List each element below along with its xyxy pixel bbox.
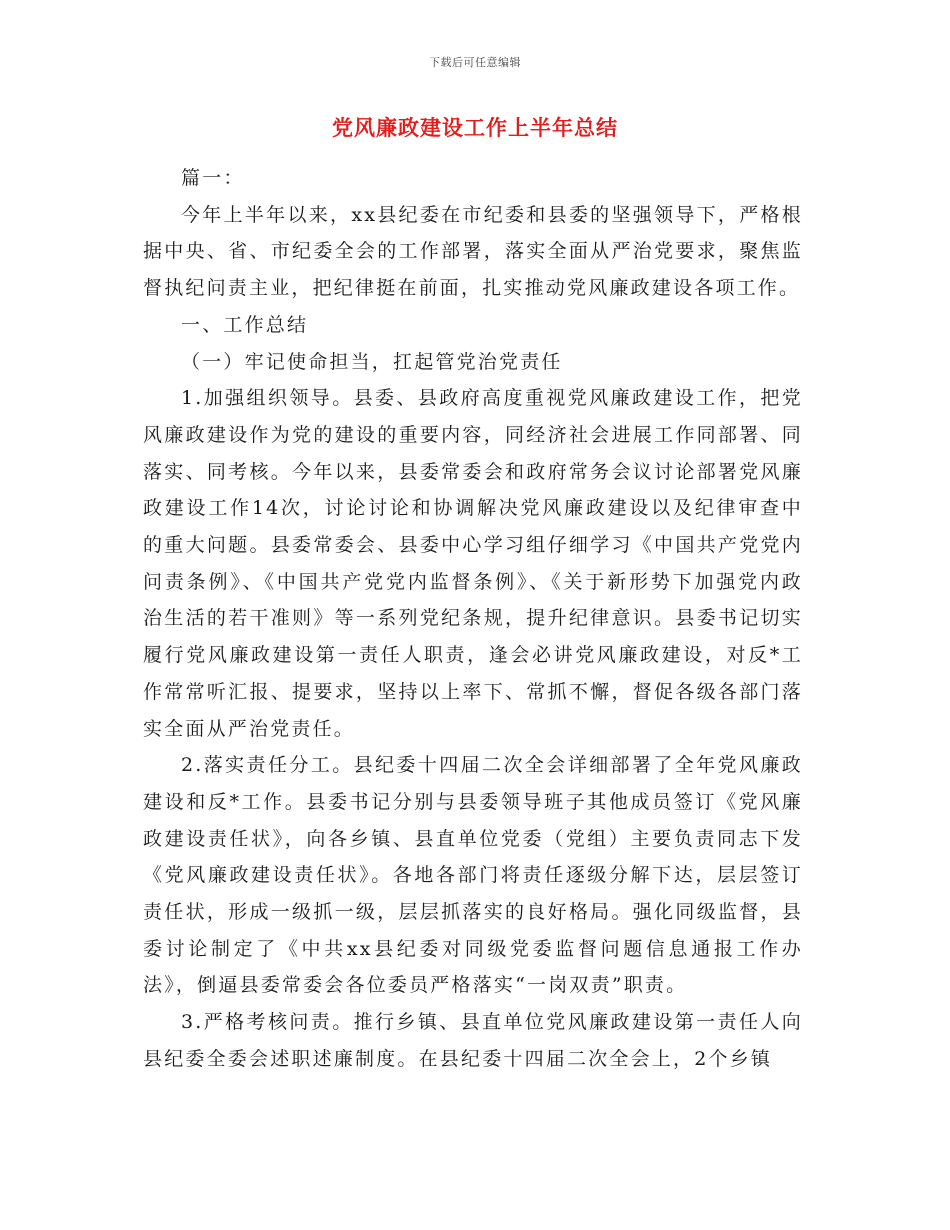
subsection-heading: （一）牢记使命担当，扛起管党治党责任 bbox=[181, 350, 563, 373]
body-paragraph: 2.落实责任分工。县纪委十四届二次全会详细部署了全年党风廉政建设和反*工作。县委书记分别与县委领导班子其他成员签订《党风廉政建设责任状》，向各乡镇、县直单位党委（党组）主要负责同志下发《党风廉政建设责任状》。各地各部门将责任逐级分解下达，层层签订责任状，形成一级抓一级，层层抓落实的良好格局。强化同级监督，县委讨论制定了《中共xx县纪委对同级党委监督问题信息通报工作办法》，倒逼县委常委会各位委员严格落实“一岗双责”职责。 bbox=[143, 754, 803, 997]
header-note: 下载后可任意编辑 bbox=[429, 56, 521, 69]
body-paragraph: 1.加强组织领导。县委、县政府高度重视党风廉政建设工作，把党风廉政建设作为党的建设的重要内容，同经济社会进展工作同部署、同落实、同考核。今年以来，县委常委会和政府常务会议讨论部署党风廉政建设工作14次，讨论讨论和协调解决党风廉政建设以及纪律审查中的重大问题。县委常委会、县委中心学习组仔细学习《中国共产党党内问责条例》、《中国共产党党内监督条例》、《关于新形势下加强党内政治生活的若干准则》等一系列党纪条规，提升纪律意识。县委书记切实履行党风廉政建设第一责任人职责，逢会必讲党风廉政建设，对反*工作常常听汇报、提要求，坚持以上率下、常抓不懈，督促各级各部门落实全面从严治党责任。 bbox=[143, 387, 803, 740]
intro-paragraph: 今年上半年以来，xx县纪委在市纪委和县委的坚强领导下，严格根据中央、省、市纪委全会的工作部署，落实全面从严治党要求，聚焦监督执纪问责主业，把纪律挺在前面，扎实推动党风廉政建设各项工作。 bbox=[143, 203, 803, 300]
section-heading: 一、工作总结 bbox=[181, 313, 309, 336]
section-label: 篇一： bbox=[181, 167, 245, 189]
body-paragraph: 3.严格考核问责。推行乡镇、县直单位党风廉政建设第一责任人向县纪委全委会述职述廉制度。在县纪委十四届二次全会上，2个乡镇 bbox=[143, 1011, 803, 1070]
document-title: 党风廉政建设工作上半年总结 bbox=[332, 115, 618, 140]
document-body bbox=[143, 160, 803, 1078]
